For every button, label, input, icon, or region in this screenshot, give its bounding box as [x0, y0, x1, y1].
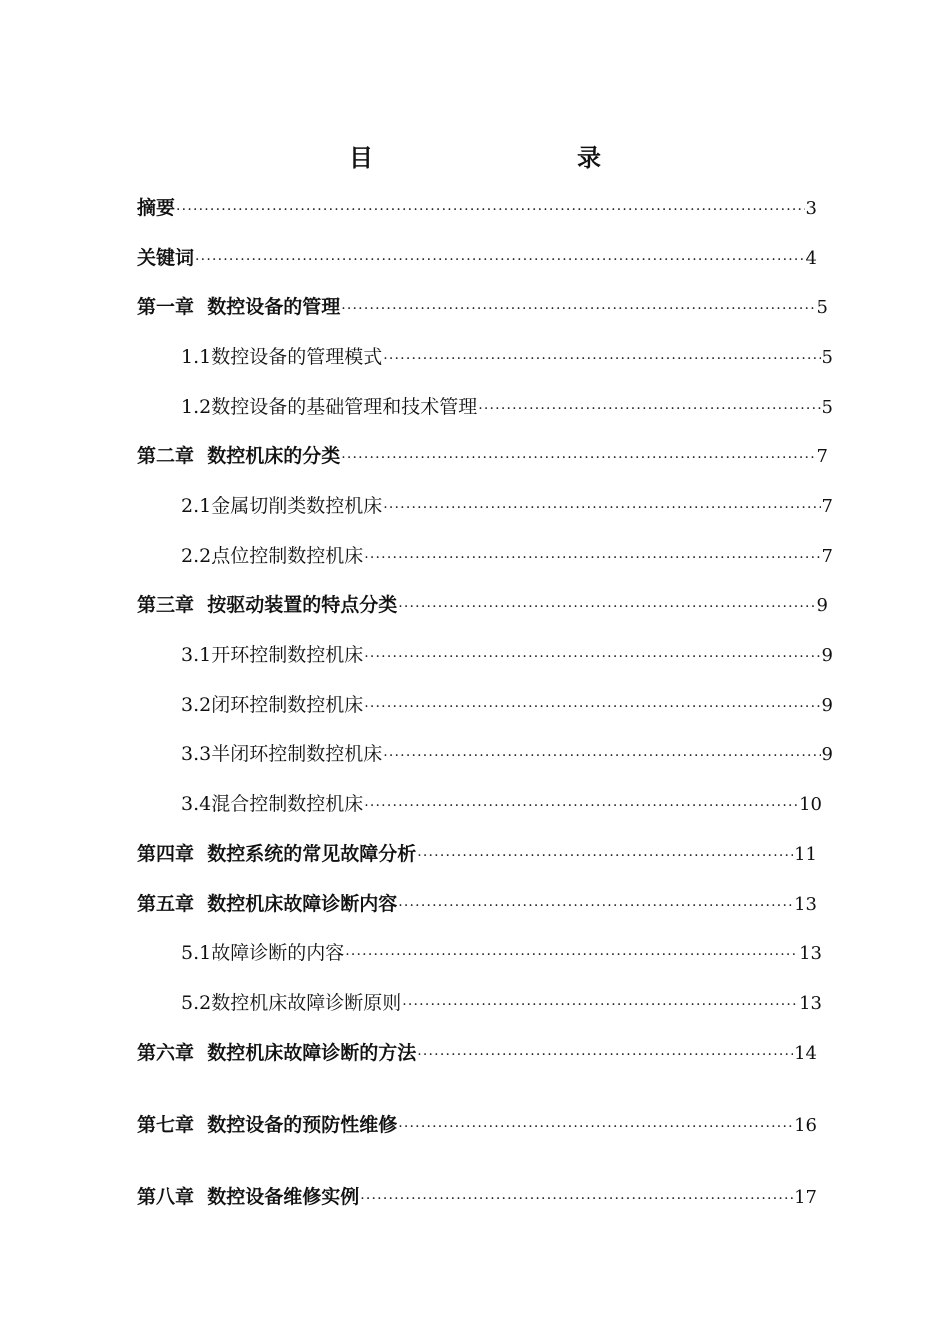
toc-entry-label: 2.2点位控制数控机床 — [181, 545, 364, 567]
toc-page-number: 13 — [799, 993, 822, 1014]
toc-dot-leader — [176, 195, 805, 225]
toc-entry[interactable] — [137, 193, 817, 223]
toc-entry[interactable] — [181, 342, 833, 372]
toc-dot-leader — [341, 294, 815, 324]
toc-page-number: 5 — [821, 347, 833, 368]
toc-entry-label: 第四章 数控系统的常见故障分析 — [137, 843, 417, 865]
toc-dot-leader — [417, 1040, 793, 1070]
toc-entry-label: 3.3半闭环控制数控机床 — [181, 743, 383, 765]
toc-entry[interactable] — [181, 491, 833, 521]
toc-entry-label: 2.1金属切削类数控机床 — [181, 495, 383, 517]
toc-entry[interactable] — [137, 889, 817, 919]
toc-page-number: 11 — [794, 844, 817, 865]
toc-page-number: 13 — [794, 894, 817, 915]
toc-entry[interactable] — [137, 441, 828, 471]
toc-dot-leader — [383, 493, 820, 523]
toc-entry[interactable] — [181, 739, 833, 769]
toc-page-number: 5 — [821, 397, 833, 418]
toc-dot-leader — [364, 692, 820, 722]
toc-entry-label: 第六章 数控机床故障诊断的方法 — [137, 1042, 417, 1064]
toc-entry[interactable] — [137, 1110, 817, 1140]
toc-page-number: 9 — [821, 695, 833, 716]
toc-dot-leader — [398, 1112, 793, 1142]
toc-entry-label: 摘要 — [137, 197, 176, 219]
toc-dot-leader — [341, 443, 815, 473]
toc-entry-label: 第五章 数控机床故障诊断内容 — [137, 893, 398, 915]
toc-entry[interactable] — [181, 938, 822, 968]
toc-dot-leader — [195, 245, 805, 275]
toc-entry-label: 3.1开环控制数控机床 — [181, 644, 364, 666]
toc-dot-leader — [383, 344, 820, 374]
toc-page-number: 10 — [799, 794, 822, 815]
toc-page-number: 5 — [816, 297, 828, 318]
toc-dot-leader — [402, 990, 798, 1020]
toc-entry[interactable] — [137, 590, 828, 620]
toc-entry-label: 第八章 数控设备维修实例 — [137, 1186, 360, 1208]
toc-entry[interactable] — [181, 988, 822, 1018]
toc-entry[interactable] — [181, 541, 833, 571]
toc-page-number: 7 — [816, 446, 828, 467]
toc-dot-leader — [345, 940, 798, 970]
toc-entry-label: 第三章 按驱动装置的特点分类 — [137, 594, 398, 616]
toc-entry[interactable] — [181, 789, 822, 819]
toc-dot-leader — [360, 1184, 793, 1214]
toc-page-number: 3 — [805, 198, 817, 219]
toc-entry-label: 5.2数控机床故障诊断原则 — [181, 992, 402, 1014]
toc-dot-leader — [364, 543, 820, 573]
toc-page-number: 9 — [821, 744, 833, 765]
toc-page-number: 13 — [799, 943, 822, 964]
toc-dot-leader — [398, 592, 815, 622]
toc-page-number: 7 — [821, 546, 833, 567]
page-title: 目 录 — [349, 144, 653, 172]
toc-entry[interactable] — [137, 243, 817, 273]
toc-page-number: 7 — [821, 496, 833, 517]
toc-entry[interactable] — [181, 640, 833, 670]
toc-entry-label: 关键词 — [137, 247, 195, 269]
toc-dot-leader — [398, 891, 793, 921]
toc-page-number: 17 — [794, 1187, 817, 1208]
toc-entry-label: 第七章 数控设备的预防性维修 — [137, 1114, 398, 1136]
toc-entry-label: 第二章 数控机床的分类 — [137, 445, 341, 467]
toc-page-number: 9 — [821, 645, 833, 666]
toc-entry-label: 3.4混合控制数控机床 — [181, 793, 364, 815]
toc-dot-leader — [383, 741, 820, 771]
toc-page-number: 4 — [805, 248, 817, 269]
toc-entry[interactable] — [137, 1182, 817, 1212]
toc-page-number: 16 — [794, 1115, 817, 1136]
toc-page-number: 9 — [816, 595, 828, 616]
toc-entry[interactable] — [137, 839, 817, 869]
toc-entry-label: 5.1故障诊断的内容 — [181, 942, 345, 964]
toc-entry-label: 1.2数控设备的基础管理和技术管理 — [181, 396, 478, 418]
toc-entry-label: 第一章 数控设备的管理 — [137, 296, 341, 318]
toc-dot-leader — [478, 394, 820, 424]
toc-dot-leader — [364, 642, 820, 672]
toc-page-number: 14 — [794, 1043, 817, 1064]
toc-dot-leader — [364, 791, 798, 821]
toc-entry[interactable] — [181, 690, 833, 720]
toc-dot-leader — [417, 841, 793, 871]
toc-entry[interactable] — [181, 392, 833, 422]
toc-entry-label: 1.1数控设备的管理模式 — [181, 346, 383, 368]
toc-entry[interactable] — [137, 1038, 817, 1068]
toc-entry-label: 3.2闭环控制数控机床 — [181, 694, 364, 716]
toc-entry[interactable] — [137, 292, 828, 322]
